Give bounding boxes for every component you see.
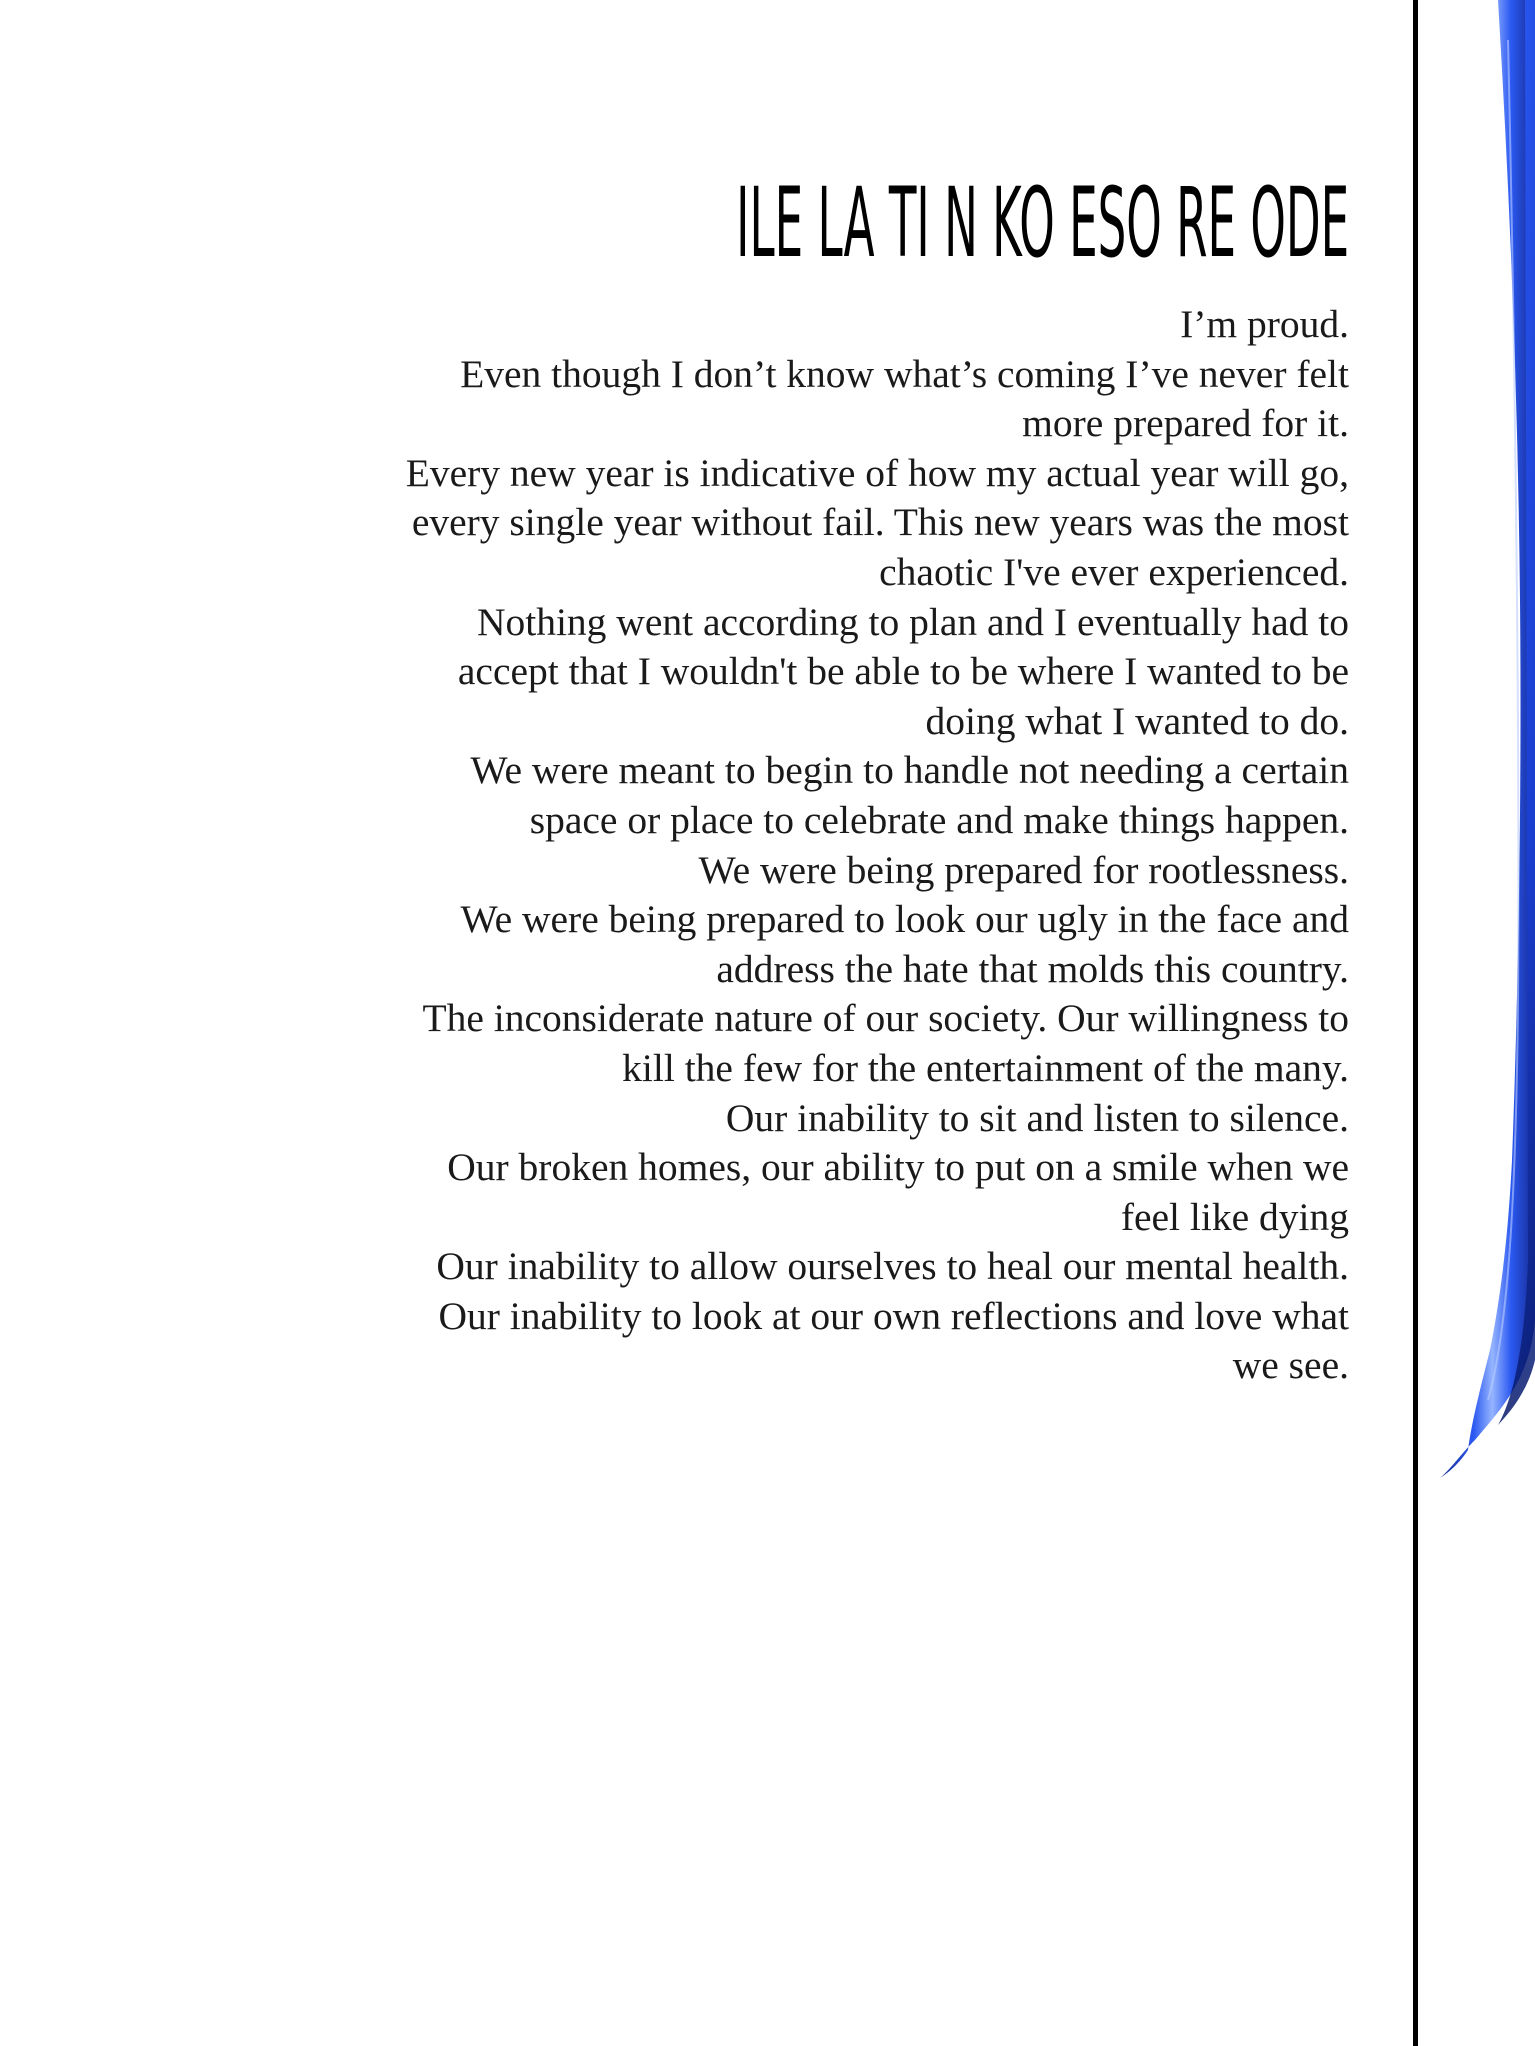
page-title: ILE LA TI N KO ESO RE ODE [736,167,1349,279]
poem-line: more prepared for it. [1022,401,1349,446]
poem-line: The inconsiderate nature of our society. Our willingness to [422,996,1349,1041]
poem-line: We were meant to begin to handle not needing a certain [470,748,1349,793]
poem-line: I’m proud. [1180,302,1349,346]
poem-line: feel like dying [1120,1194,1349,1239]
poem-line: kill the few for the entertainment of the many. [622,1045,1349,1090]
poem-line: We were being prepared for rootlessness. [698,847,1349,892]
poem-line: Our broken homes, our ability to put on a smile when we [447,1145,1349,1190]
poem-line: every single year without fail. This new years was the most [411,500,1349,545]
poem-line: accept that I wouldn't be able to be where I wanted to be [457,649,1349,694]
vertical-rule [1413,0,1418,2046]
poem-line: we see. [1232,1343,1349,1388]
blue-paint-stroke [1380,0,1535,1600]
poem-line: Even though I don’t know what’s coming I’ve never felt [460,351,1349,396]
poem-line: Our inability to sit and listen to silence. [725,1095,1349,1140]
poem-line: Every new year is indicative of how my actual year will go, [405,450,1349,495]
poem-body [249,300,1349,1391]
poem-line: Our inability to look at our own reflections and love what [438,1293,1349,1338]
poem-line: Our inability to allow ourselves to heal our mental health. [436,1244,1349,1289]
poem-line: space or place to celebrate and make things happen. [529,797,1349,842]
poem-line: address the hate that molds this country. [716,946,1349,991]
poem-line: doing what I wanted to do. [925,698,1349,743]
poem-line: Nothing went according to plan and I eventually had to [476,599,1349,644]
poem-line: chaotic I've ever experienced. [879,549,1349,594]
poem-line: We were being prepared to look our ugly in the face and [460,897,1349,942]
